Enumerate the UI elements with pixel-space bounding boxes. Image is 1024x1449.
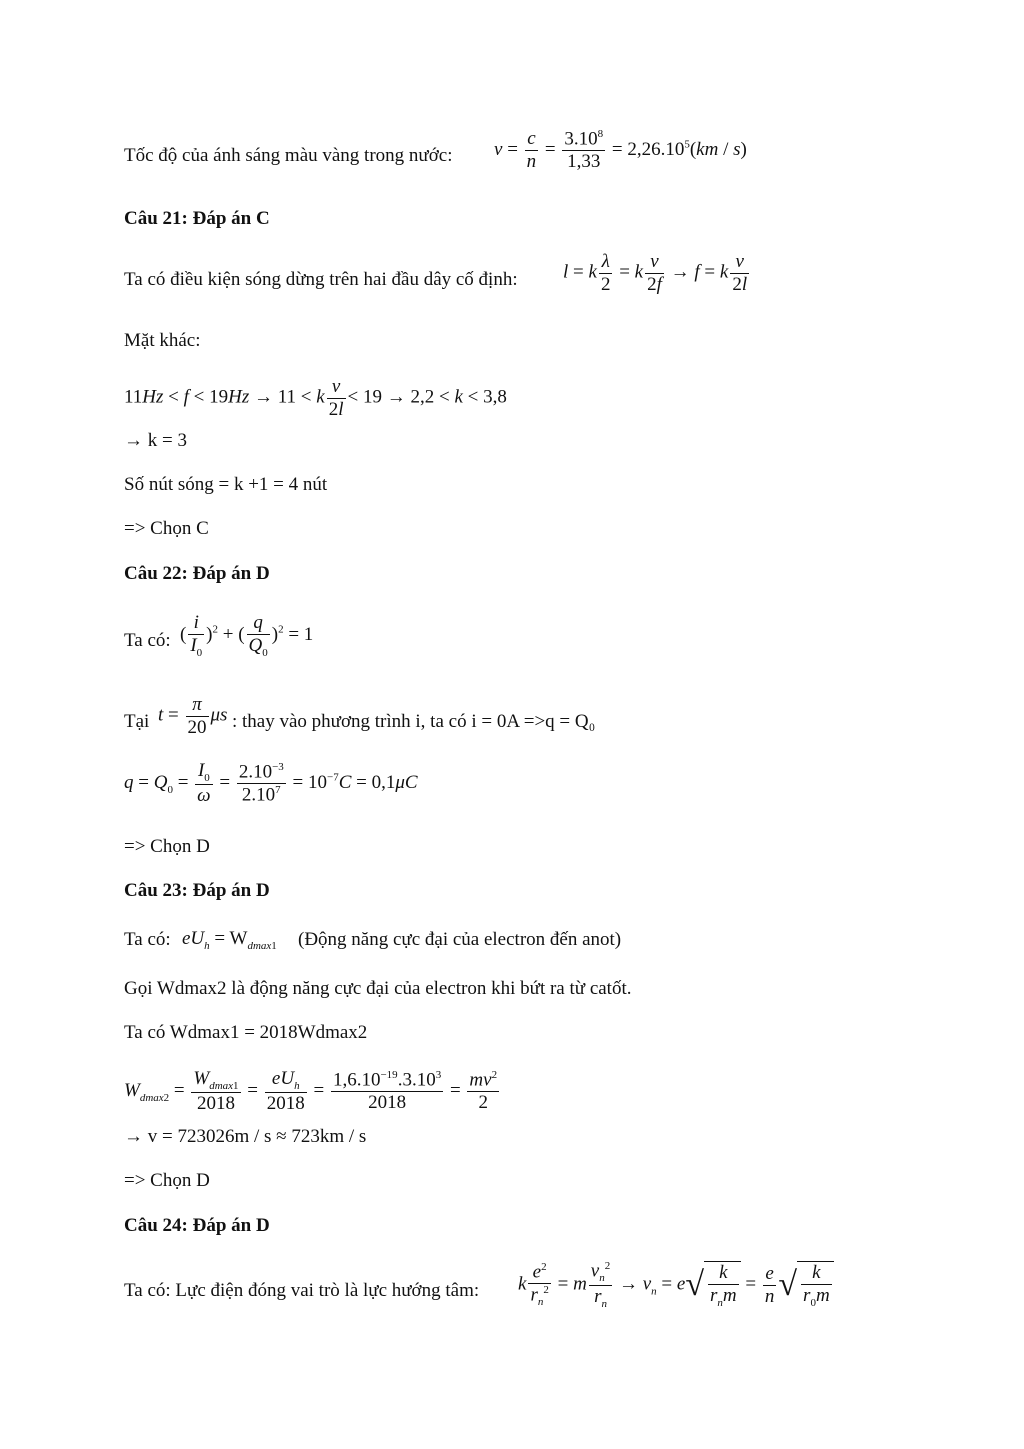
q22-time-formula: t = $\frac{\pi}{20}$ μs <box>158 694 228 738</box>
q21-nodes-text: Số nút sóng = k +1 = 4 nút <box>124 474 328 495</box>
q23-energy-formula: $eU_h = W_{dmax1}$ <box>182 928 277 952</box>
q23-velocity-formula: $W_{dmax2}$ = $W_{dmax1}$ 2018 = $eU_h$ 2018 = $\frac{1,6.10^{-19}.3.10^3}{2018}$ = $\frac{mv^2}{2}$ <box>124 1068 498 1115</box>
question-22-title: Câu 22: Đáp án D <box>124 563 270 584</box>
speed-formula: v = $\frac{c}{n}$ = $\frac{3.10^8}{1,33}$ = $2,26.10^5(km / s)$ <box>494 128 747 173</box>
question-24-title: Câu 24: Đáp án D <box>124 1215 270 1236</box>
q21-other-text: Mặt khác: <box>124 330 201 351</box>
q22-taco-text: Ta có: <box>124 630 171 651</box>
q23-define-text: Gọi Wdmax2 là động năng cực đại của electron khi bứt ra từ catốt. <box>124 978 632 999</box>
speed-text: Tốc độ của ánh sáng màu vàng trong nước: <box>124 145 453 166</box>
q21-k-result: → k = 3 <box>124 430 187 451</box>
q23-choose-text: => Chọn D <box>124 1170 210 1191</box>
q21-condition-text: Ta có điều kiện sóng dừng trên hai đầu dây cố định: <box>124 269 518 290</box>
q22-at-text: Tại <box>124 711 150 732</box>
q23-note-text: (Động năng cực đại của electron đến anot) <box>298 929 622 950</box>
question-23-title: Câu 23: Đáp án D <box>124 880 270 901</box>
q22-choose-text: => Chọn D <box>124 836 210 857</box>
q23-taco-text: Ta có: <box>124 929 171 950</box>
q23-ratio-text: Ta có Wdmax1 = 2018Wdmax2 <box>124 1022 368 1043</box>
q21-condition-formula: l = k $\frac{\lambda}{2}$ = k $\frac{v}{2f}$ → f = k $\frac{v}{2l}$ <box>563 251 748 295</box>
q23-velocity-result: → v = 723026m / s ≈ 723km / s <box>124 1126 367 1147</box>
q24-text: Ta có: Lực điện đóng vai trò là lực hướng tâm: <box>124 1280 480 1301</box>
q22-charge-formula: $q = Q_0$ = $\frac{I_0}{\omega}$ = $\frac{2.10^{-3}}{2.10^7}$ = $10^{-7}C = 0,1\mu C$ <box>124 760 418 807</box>
question-21-title: Câu 21: Đáp án C <box>124 208 270 229</box>
q24-formula: k $\frac{e^2}{r_n^2}$ = m $\frac{v_n^2}{r_n}$ → $v_n = e√$ k $r_nm$ = $\frac{e}{n}$ √ $\frac{k}{r_0m}$ <box>518 1260 834 1310</box>
q22-substitute-text: : thay vào phương trình i, ta có i = 0A =>q = Q₀ <box>232 711 596 732</box>
q21-inequality-formula: 11Hz < f < 19Hz → 11 < k $\frac{v}{2l}$ < 19 → 2,2 < k < 3,8 <box>124 376 507 420</box>
q21-choose-text: => Chọn C <box>124 518 209 539</box>
q22-energy-formula: ( $\frac{i}{I_0}$ )$^2$ + ( $\frac{q}{Q_0}$ )$^2$ = 1 <box>180 612 314 659</box>
